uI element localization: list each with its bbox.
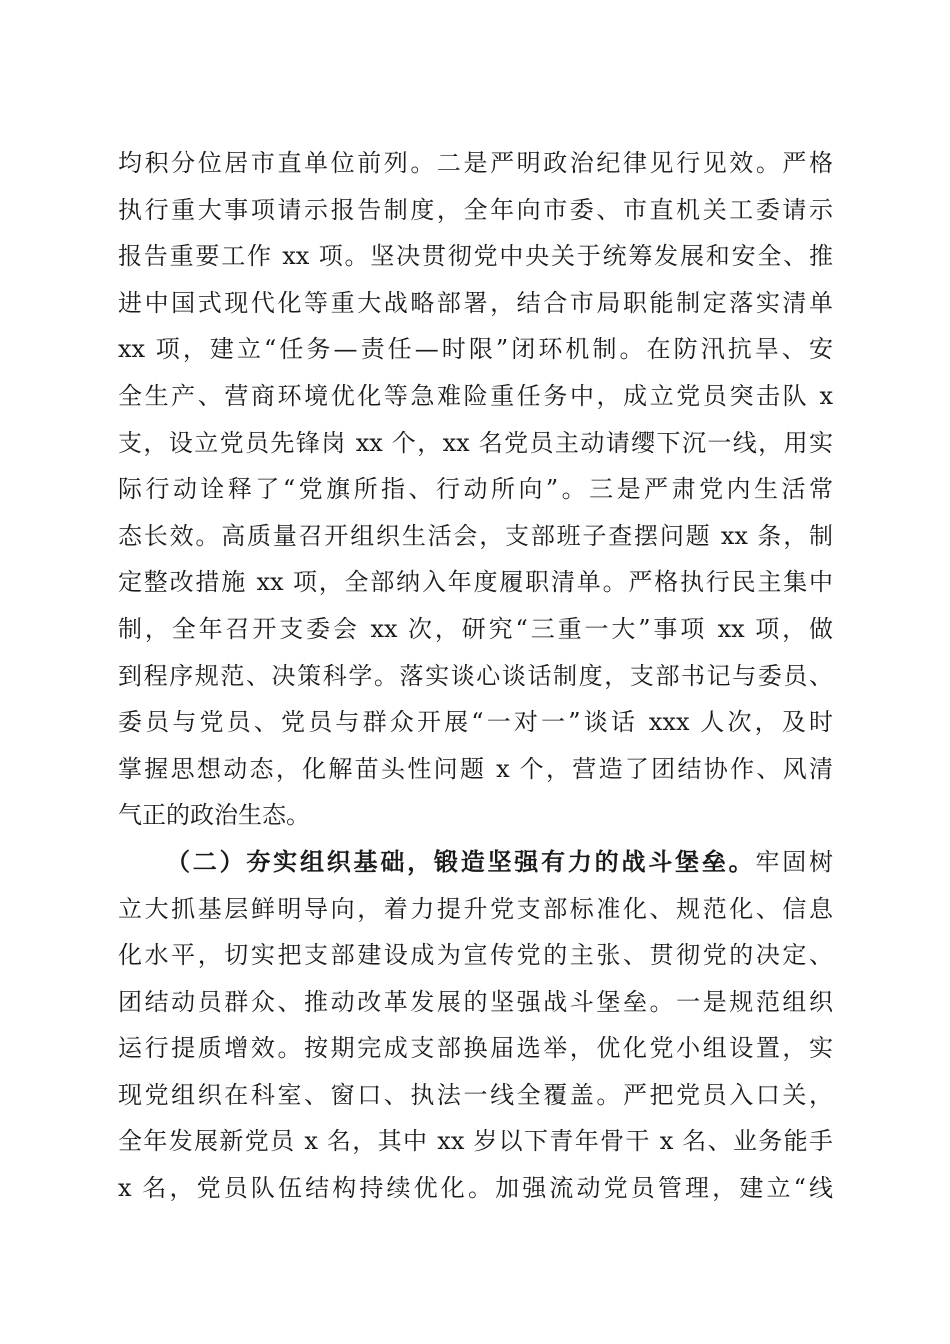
section-heading-line [118,839,833,886]
text-line-10: 定整改措施 xx 项，全部纳入年度履职清单。严格执行民主集中 [118,568,833,597]
text-line-18: 化水平，切实把支部建设成为宣传党的主张、贯彻党的决定、 [118,941,833,970]
section-heading: （二）夯实组织基础，锻造坚强有力的战斗堡垒。 [166,846,756,876]
text-line-7: 支，设立党员先锋岗 xx 个，xx 名党员主动请缨下沉一线，用实 [118,428,833,457]
document-body [118,140,833,1212]
text-line-22: 全年发展新党员 x 名，其中 xx 岁以下青年骨干 x 名、业务能手 [118,1127,833,1156]
text-line-14: 掌握思想动态，化解苗头性问题 x 个，营造了团结协作、风清 [118,754,833,783]
text-line-19: 团结动员群众、推动改革发展的坚强战斗堡垒。一是规范组织 [118,987,833,1016]
text-line-15: 气正的政治生态。 [118,801,310,830]
text-line-4: 进中国式现代化等重大战略部署，结合市局职能制定落实清单 [118,288,833,317]
text-line-8: 际行动诠释了“党旗所指、行动所向”。三是严肃党内生活常 [118,475,833,504]
text-line-1: 均积分位居市直单位前列。二是严明政治纪律见行见效。严格 [118,149,833,177]
text-line-20: 运行提质增效。按期完成支部换届选举，优化党小组设置，实 [118,1034,833,1063]
text-line-5: xx 项，建立“任务—责任—时限”闭环机制。在防汛抗旱、安 [118,335,833,364]
section-heading-continuation: 牢固树 [755,847,834,876]
text-line-21: 现党组织在科室、窗口、执法一线全覆盖。严把党员入口关， [118,1080,833,1109]
text-line-9: 态长效。高质量召开组织生活会，支部班子查摆问题 xx 条，制 [118,521,833,550]
text-line-6: 全生产、营商环境优化等急难险重任务中，成立党员突击队 x [118,381,833,410]
text-line-17: 立大抓基层鲜明导向，着力提升党支部标准化、规范化、信息 [118,894,833,923]
text-line-11: 制，全年召开支委会 xx 次，研究“三重一大”事项 xx 项，做 [118,614,833,643]
text-line-12: 到程序规范、决策科学。落实谈心谈话制度，支部书记与委员、 [118,661,833,690]
text-line-3: 报告重要工作 xx 项。坚决贯彻党中央关于统筹发展和安全、推 [118,242,833,271]
text-line-2: 执行重大事项请示报告制度，全年向市委、市直机关工委请示 [118,195,833,224]
text-line-23: x 名，党员队伍结构持续优化。加强流动党员管理，建立“线 [118,1174,833,1203]
text-line-13: 委员与党员、党员与群众开展“一对一”谈话 xxx 人次，及时 [118,708,833,737]
